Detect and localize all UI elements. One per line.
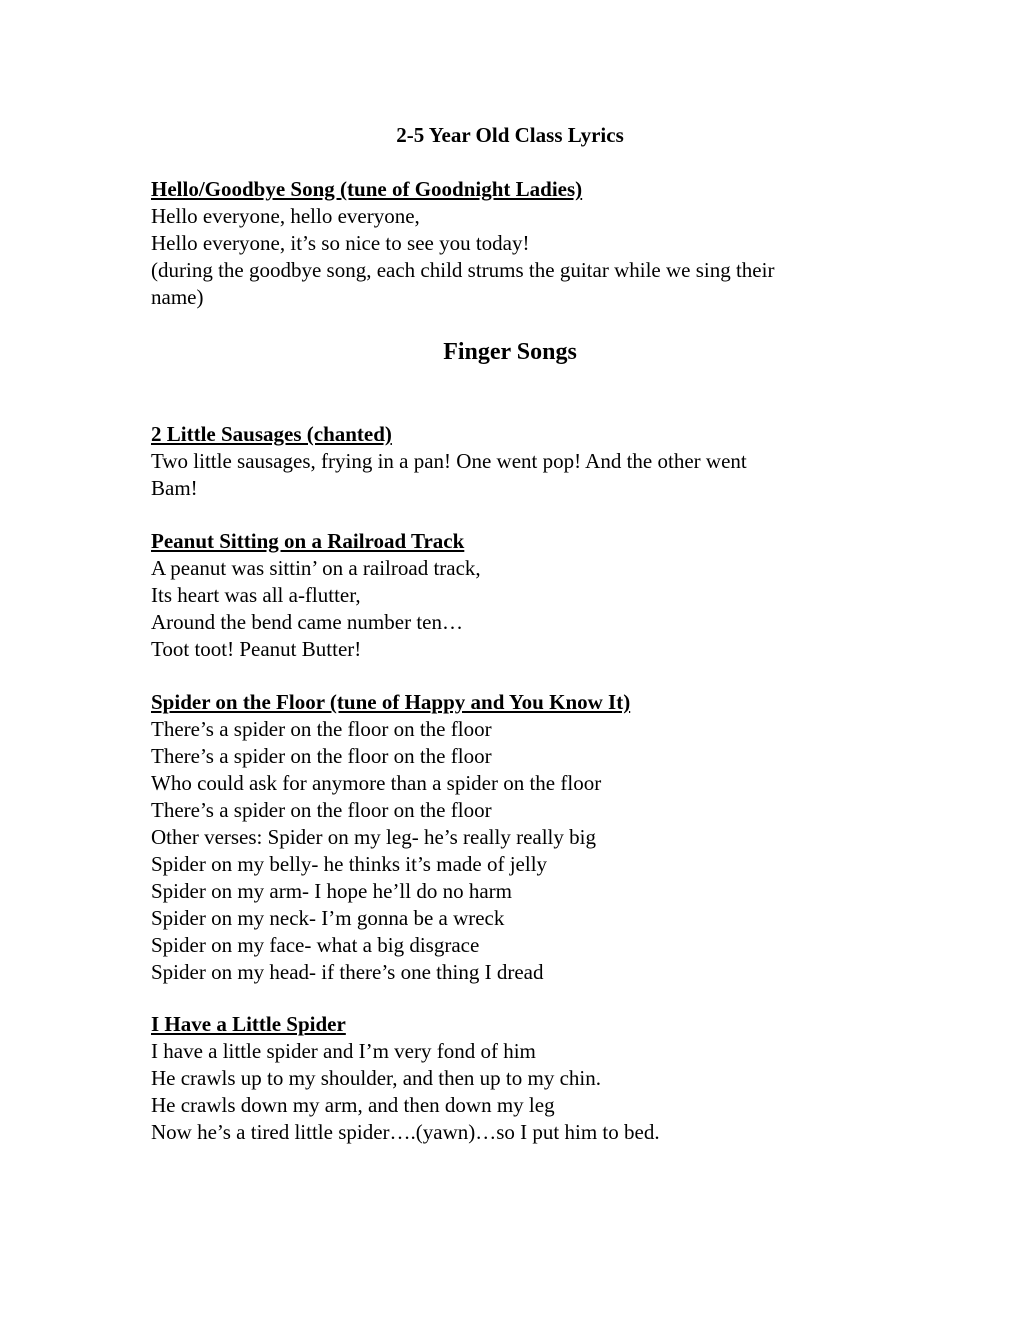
lyric-line: Toot toot! Peanut Butter! <box>151 637 362 661</box>
lyric-line: Hello everyone, hello everyone, <box>151 204 420 228</box>
lyric-line: Spider on my belly- he thinks it’s made of jelly <box>151 852 548 876</box>
lyric-line: (during the goodbye song, each child strums the guitar while we sing their <box>151 258 775 282</box>
song-i-have-a-little-spider <box>151 1011 871 1146</box>
lyric-line: Spider on my head- if there’s one thing I dread <box>151 960 544 984</box>
song-title: Peanut Sitting on a Railroad Track <box>151 529 465 553</box>
song-title: Spider on the Floor (tune of Happy and You Know It) <box>151 690 631 714</box>
song-title: 2 Little Sausages (chanted) <box>151 422 392 446</box>
lyric-line: Spider on my arm- I hope he’ll do no harm <box>151 879 512 903</box>
lyric-line: Its heart was all a-flutter, <box>151 583 361 607</box>
lyric-line: name) <box>151 285 204 309</box>
lyric-line: Around the bend came number ten… <box>151 610 463 634</box>
song-spider-on-the-floor <box>151 689 871 986</box>
song-hello-goodbye <box>151 176 871 311</box>
song-title: I Have a Little Spider <box>151 1012 346 1036</box>
lyric-line: Hello everyone, it’s so nice to see you today! <box>151 231 530 255</box>
lyric-line: There’s a spider on the floor on the floor <box>151 744 492 768</box>
lyric-line: Bam! <box>151 476 198 500</box>
song-little-sausages <box>151 421 871 502</box>
lyric-line: There’s a spider on the floor on the floor <box>151 717 492 741</box>
lyric-line: Two little sausages, frying in a pan! One went pop! And the other went <box>151 449 747 473</box>
lyric-line: Spider on my neck- I’m gonna be a wreck <box>151 906 505 930</box>
song-peanut-railroad <box>151 528 871 663</box>
song-title: Hello/Goodbye Song (tune of Goodnight Ladies) <box>151 177 583 201</box>
lyric-line: He crawls up to my shoulder, and then up to my chin. <box>151 1066 601 1090</box>
lyric-line: Now he’s a tired little spider….(yawn)…so I put him to bed. <box>151 1120 660 1144</box>
section-title-finger-songs: Finger Songs <box>443 339 577 365</box>
lyric-line: He crawls down my arm, and then down my leg <box>151 1093 555 1117</box>
lyric-line: There’s a spider on the floor on the floor <box>151 798 492 822</box>
lyric-line: I have a little spider and I’m very fond of him <box>151 1039 536 1063</box>
lyric-line: Spider on my face- what a big disgrace <box>151 933 480 957</box>
document-title: 2-5 Year Old Class Lyrics <box>396 123 624 147</box>
lyric-line: A peanut was sittin’ on a railroad track, <box>151 556 481 580</box>
lyric-line: Who could ask for anymore than a spider on the floor <box>151 771 602 795</box>
lyric-line: Other verses: Spider on my leg- he’s really really big <box>151 825 596 849</box>
